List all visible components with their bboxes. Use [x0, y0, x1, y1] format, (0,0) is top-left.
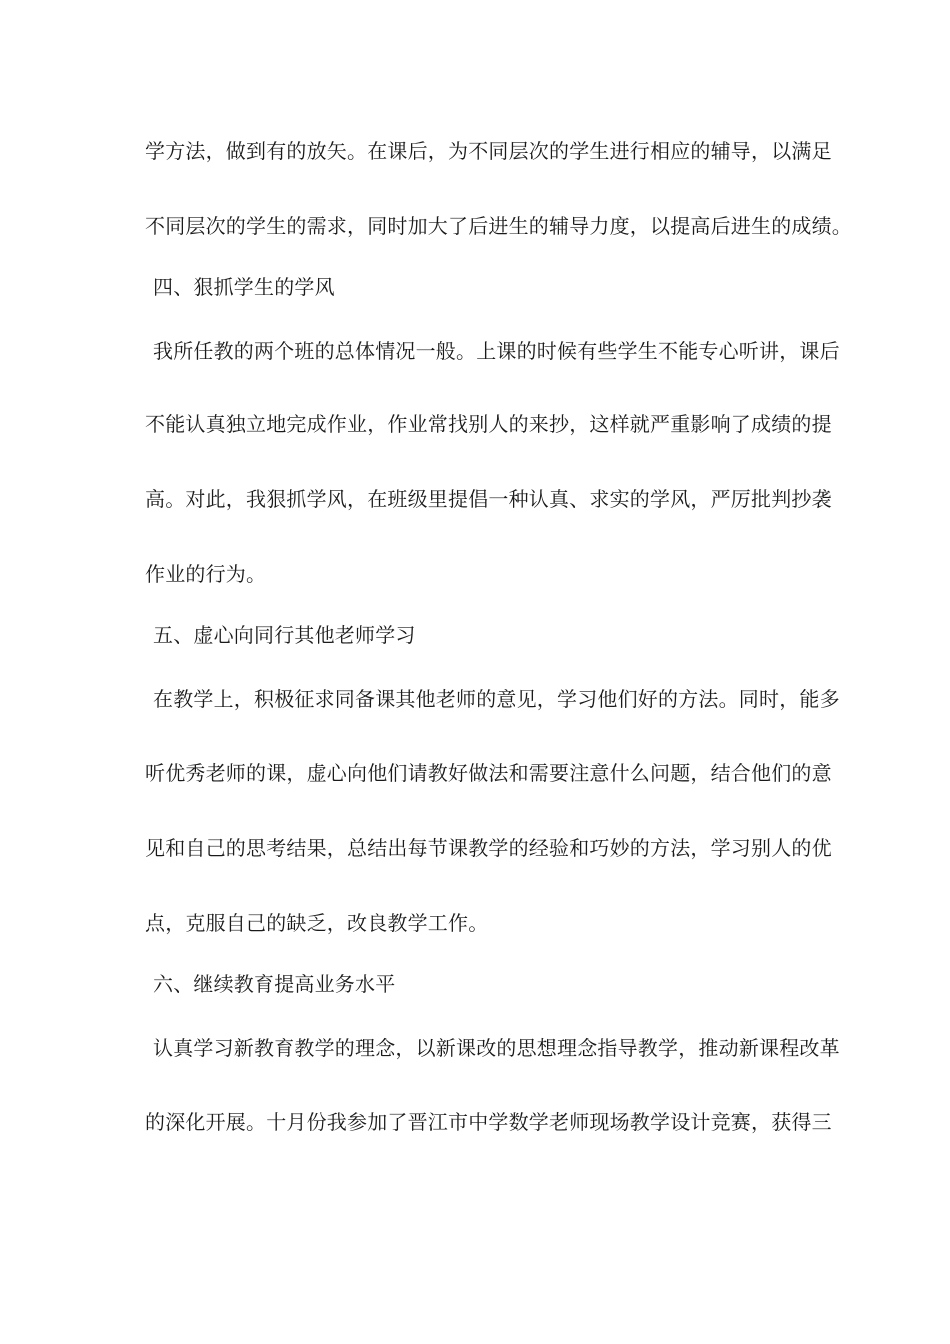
paragraph-line: 听优秀老师的课，虚心向他们请教好做法和需要注意什么问题，结合他们的意: [145, 761, 832, 785]
section-heading: 六、继续教育提高业务水平: [153, 972, 396, 996]
section-heading: 四、狠抓学生的学风: [153, 275, 335, 299]
paragraph-line: 学方法，做到有的放矢。在课后，为不同层次的学生进行相应的辅导，以满足: [145, 139, 832, 163]
paragraph-line: 点，克服自己的缺乏，改良教学工作。: [145, 911, 489, 935]
paragraph-line: 作业的行为。: [145, 562, 267, 586]
paragraph-line: 见和自己的思考结果，总结出每节课教学的经验和巧妙的方法，学习别人的优: [145, 836, 832, 860]
paragraph-line: 高。对此，我狠抓学风，在班级里提倡一种认真、求实的学风，严厉批判抄袭: [145, 487, 832, 511]
paragraph-line: 不同层次的学生的需求，同时加大了后进生的辅导力度，以提高后进生的成绩。: [145, 214, 852, 238]
paragraph-line: 不能认真独立地完成作业，作业常找别人的来抄，这样就严重影响了成绩的提: [145, 412, 832, 436]
paragraph-line: 认真学习新教育教学的理念，以新课改的思想理念指导教学，推动新课程改革: [153, 1036, 840, 1060]
paragraph-line: 在教学上，积极征求同备课其他老师的意见，学习他们好的方法。同时，能多: [153, 687, 840, 711]
section-heading: 五、虚心向同行其他老师学习: [153, 623, 416, 647]
paragraph-line: 的深化开展。十月份我参加了晋江市中学数学老师现场教学设计竞赛，获得三: [145, 1110, 832, 1134]
paragraph-line: 我所任教的两个班的总体情况一般。上课的时候有些学生不能专心听讲，课后: [153, 339, 840, 363]
